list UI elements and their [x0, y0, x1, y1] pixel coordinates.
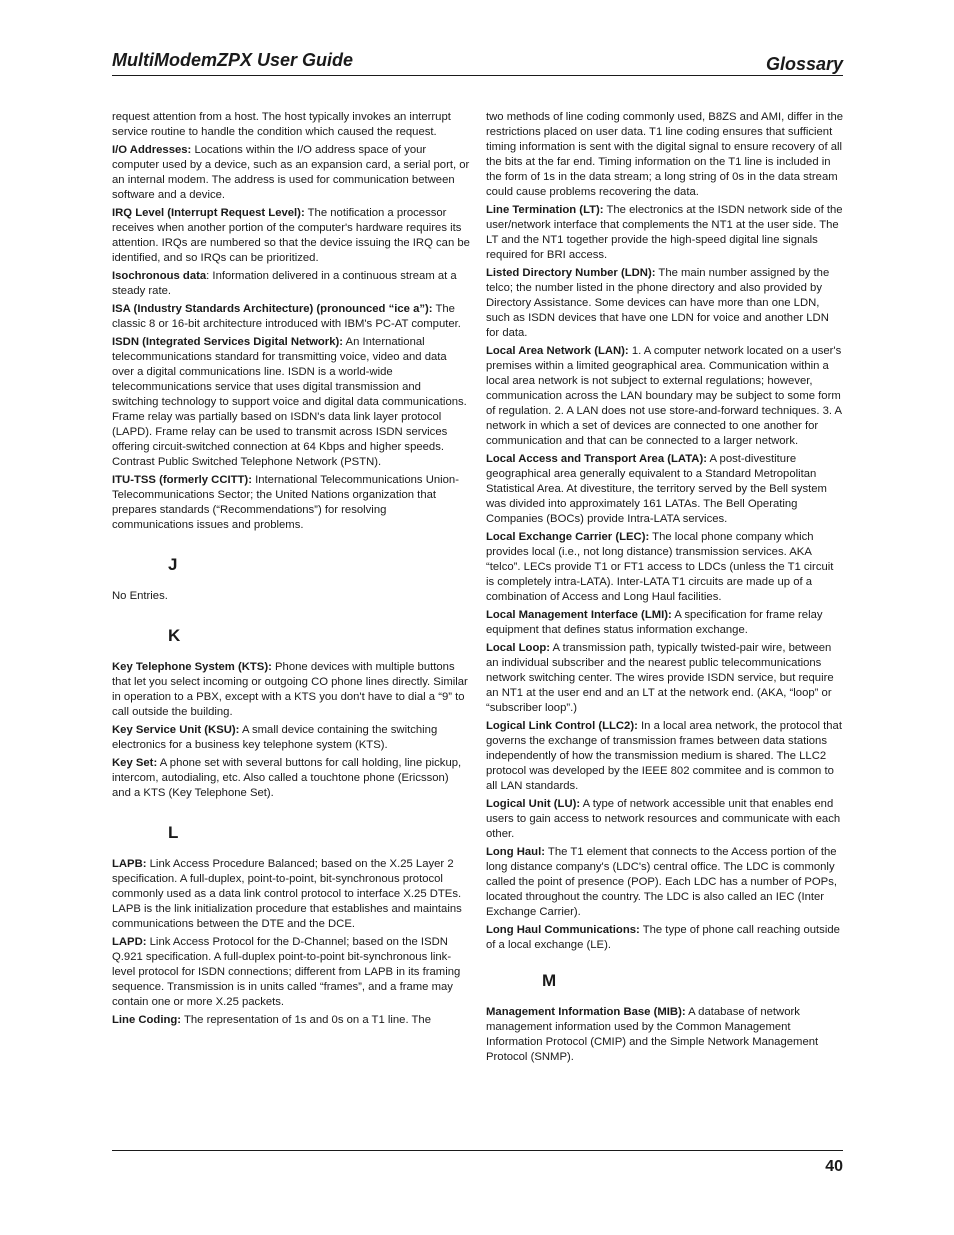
- glossary-definition: A post-divestiture geographical area generally equivalent to a Standard Metropolitan Statistical Area. At divestiture, the territory served by the Bell system was divided into approximately 161 LATAs. The Bell Operating Companies (BOCs) provide Intra-LATA services.: [486, 453, 827, 525]
- glossary-term: ISDN (Integrated Services Digital Network):: [112, 336, 344, 348]
- glossary-definition: The classic 8 or 16-bit architecture introduced with IBM's PC-AT computer.: [112, 303, 461, 330]
- glossary-entry: [112, 473, 470, 533]
- glossary-entry: [486, 266, 844, 341]
- glossary-term: Local Loop:: [486, 642, 551, 654]
- entries-l: [112, 857, 470, 1028]
- glossary-entry: [486, 845, 844, 920]
- no-entries-text: No Entries.: [112, 590, 168, 602]
- entries-k: [112, 660, 470, 801]
- glossary-entry: [112, 302, 470, 332]
- glossary-definition: International Telecommunications Union-Telecommunications Sector; the United Nations organization that prepares standards (“Recommendations”) for resolving communications issues and problems.: [112, 474, 459, 531]
- glossary-definition: The main number assigned by the telco; the number listed in the phone directory and also provided by Directory Assistance. Some devices can have more than one LDN, such as ISDN devices that have one LDN for voice and another LDN for data.: [486, 267, 830, 339]
- glossary-definition: The representation of 1s and 0s on a T1 line. The: [181, 1014, 431, 1026]
- glossary-definition: A type of network accessible unit that enables end users to gain access to network resources and communicate with each other.: [486, 798, 841, 840]
- glossary-entry: [112, 857, 470, 932]
- glossary-definition: Phone devices with multiple buttons that let you select incoming or outgoing CO phone lines directly. Similar in operation to a PBX, except with a KTS you don't have to dial a “9” to call outside the building.: [112, 661, 468, 718]
- glossary-definition: A transmission path, typically twisted-pair wire, between an individual subscriber and the nearest public telecommunications network switching center. The wires provide ISDN service, but require an NT1 at the user end and an LT at the network end. (AKA, “loop” or “subscriber loop”.): [486, 642, 834, 714]
- glossary-term: Key Telephone System (KTS):: [112, 661, 272, 673]
- glossary-entry: [486, 719, 844, 794]
- entries-l-continued: [486, 203, 844, 953]
- glossary-entry: [486, 797, 844, 842]
- continued-text: two methods of line coding commonly used, B8ZS and AMI, differ in the restrictions placed on user data. T1 line coding ensures that sufficient timing information is sent with the digital signal to ensure recovery of all the bits at the far end. Timing information on the T1 line is included in the form of 1s in the data stream; a long string of 0s in the data stream could cause problems recovering the data.: [486, 111, 844, 198]
- glossary-term: Line Termination (LT):: [486, 204, 604, 216]
- glossary-definition: The local phone company which provides local (i.e., not long distance) transmission services. AKA “telco”. LECs provide T1 or FT1 access to LDCs (unless the T1 circuit is completely intra-LATA). Inter-LATA T1 circuits are made up of a combination of Access and Long Haul facilities.: [486, 531, 834, 603]
- glossary-definition: The notification a processor receives when another portion of the computer's hardware requires its attention. IRQs are numbered so that the device issuing the IRQ can be identified, and so IRQs can be prioritized.: [112, 207, 470, 264]
- glossary-term: Local Access and Transport Area (LATA):: [486, 453, 707, 465]
- glossary-entry: [486, 203, 844, 263]
- glossary-entry: [486, 452, 844, 527]
- glossary-term: Key Set:: [112, 757, 158, 769]
- glossary-term: IRQ Level (Interrupt Request Level):: [112, 207, 305, 219]
- glossary-definition: A specification for frame relay equipment that defines status information exchange.: [486, 609, 823, 636]
- section-letter-l: L: [168, 823, 179, 842]
- glossary-term: Logical Link Control (LLC2):: [486, 720, 638, 732]
- glossary-definition: Locations within the I/O address space of your computer used by a device, such as an expansion card, a serial port, or an internal modem. The address is used for communication between software and a device.: [112, 144, 470, 201]
- glossary-term: Key Service Unit (KSU):: [112, 724, 240, 736]
- entries-i: [112, 143, 470, 533]
- document-title: MultiModemZPX User Guide: [112, 50, 354, 70]
- glossary-term: ISA (Industry Standards Architecture) (pronounced “ice a”):: [112, 303, 433, 315]
- glossary-entry: [112, 143, 470, 203]
- glossary-entry: [486, 344, 844, 449]
- right-column: [486, 110, 844, 1068]
- glossary-entry: [112, 335, 470, 470]
- glossary-entry: [486, 641, 844, 716]
- section-title: Glossary: [765, 54, 843, 74]
- glossary-term: Line Coding:: [112, 1014, 182, 1026]
- glossary-term: Local Area Network (LAN):: [486, 345, 629, 357]
- glossary-definition: An International telecommunications standard for transmitting voice, video and data over a digital communications line. ISDN is a world-wide telecommunications service that uses digital transmission and switching technology to support voice and digital data communications. Frame relay was partially based on ISDN's data link layer protocol (LAPD). Frame relay can be used to transmit across ISDN services offering circuit-switched connection at 64 Kbps and higher speeds. Contrast Public Switched Telephone Network (PSTN).: [112, 336, 467, 468]
- glossary-term: Management Information Base (MIB):: [486, 1006, 686, 1018]
- glossary-term: LAPD:: [112, 936, 147, 948]
- glossary-entry: [112, 206, 470, 266]
- section-letter-j: J: [168, 555, 178, 574]
- entries-m: [486, 1005, 844, 1065]
- glossary-term: Local Management Interface (LMI):: [486, 609, 672, 621]
- glossary-definition: 1. A computer network located on a user's premises within a limited geographical area. Communication within a local area network is not subject to external regulations; however, communication across the LAN boundary may be subject to some form of regulation. 2. A LAN does not use store-and-forward techniques. 3. A network in which a set of devices are connected to one another for communication and that can be connected to a larger network.: [486, 345, 842, 447]
- glossary-entry: [486, 530, 844, 605]
- glossary-entry: [486, 923, 844, 953]
- glossary-definition: : Information delivered in a continuous stream at a steady rate.: [112, 270, 457, 297]
- continued-text: request attention from a host. The host typically invokes an interrupt service routine to handle the condition which caused the request.: [112, 111, 451, 138]
- section-letter-m: M: [542, 971, 557, 990]
- glossary-entry: [112, 756, 470, 801]
- glossary-entry: [486, 608, 844, 638]
- glossary-entry: [112, 723, 470, 753]
- page-number: 40: [825, 1158, 843, 1175]
- glossary-entry: [486, 1005, 844, 1065]
- glossary-term: ITU-TSS (formerly CCITT):: [112, 474, 252, 486]
- header-rule: [112, 75, 843, 76]
- glossary-term: Logical Unit (LU):: [486, 798, 581, 810]
- glossary-term: LAPB:: [112, 858, 147, 870]
- glossary-definition: Link Access Protocol for the D-Channel; based on the ISDN Q.921 specification. A full-duplex point-to-point bit-synchronous link-level protocol for ISDN connections; different from LAPB in its framing sequence. Transmission is in units called “frames”, and a frame may contain one or more X.25 packets.: [112, 936, 461, 1008]
- section-letter-k: K: [168, 626, 181, 645]
- glossary-definition: In a local area network, the protocol that governs the exchange of transmission frames between data stations independently of how the transmission medium is shared. The LLC2 protocol was developed by the IEEE 802 commitee and is common to all LAN standards.: [486, 720, 842, 792]
- glossary-entry: [112, 269, 470, 299]
- glossary-entry: [112, 1013, 470, 1028]
- glossary-term: Local Exchange Carrier (LEC):: [486, 531, 650, 543]
- glossary-definition: The electronics at the ISDN network side of the user/network interface that complements the NT1 at the user side. The LT and the NT1 together provide the high-speed digital line signals required for BRI access.: [486, 204, 843, 261]
- glossary-definition: The T1 element that connects to the Access portion of the long distance company's (LDC's) central office. The LDC is commonly called the point of presence (POP). Each LDC has a number of POPs, located throughout the country. The LDC is also called an IEC (Inter Exchange Carrier).: [486, 846, 838, 918]
- glossary-definition: The type of phone call reaching outside of a local exchange (LE).: [486, 924, 840, 951]
- glossary-definition: A small device containing the switching electronics for a business key telephone system (KTS).: [112, 724, 438, 751]
- left-column: [112, 110, 470, 1031]
- glossary-term: Listed Directory Number (LDN):: [486, 267, 656, 279]
- glossary-entry: [112, 660, 470, 720]
- glossary-definition: A database of network management information used by the Common Management Information Protocol (CMIP) and the Simple Network Management Protocol (SNMP).: [486, 1006, 819, 1063]
- glossary-term: Long Haul:: [486, 846, 545, 858]
- glossary-definition: A phone set with several buttons for call holding, line pickup, intercom, autodialing, etc. Also called a touchtone phone (Ericsson) and a KTS (Key Telephone Set).: [112, 757, 462, 799]
- glossary-term: Long Haul Communications:: [486, 924, 640, 936]
- glossary-definition: Link Access Procedure Balanced; based on the X.25 Layer 2 specification. A full-duplex, point-to-point, bit-synchronous protocol commonly used as a data link control protocol to interface X.25 DTEs. LAPB is the link initialization procedure that establishes and maintains communications between the DTE and the DCE.: [112, 858, 462, 930]
- glossary-entry: [112, 935, 470, 1010]
- glossary-term: Isochronous data: [112, 270, 207, 282]
- glossary-term: I/O Addresses:: [112, 144, 192, 156]
- footer-rule: [112, 1150, 843, 1151]
